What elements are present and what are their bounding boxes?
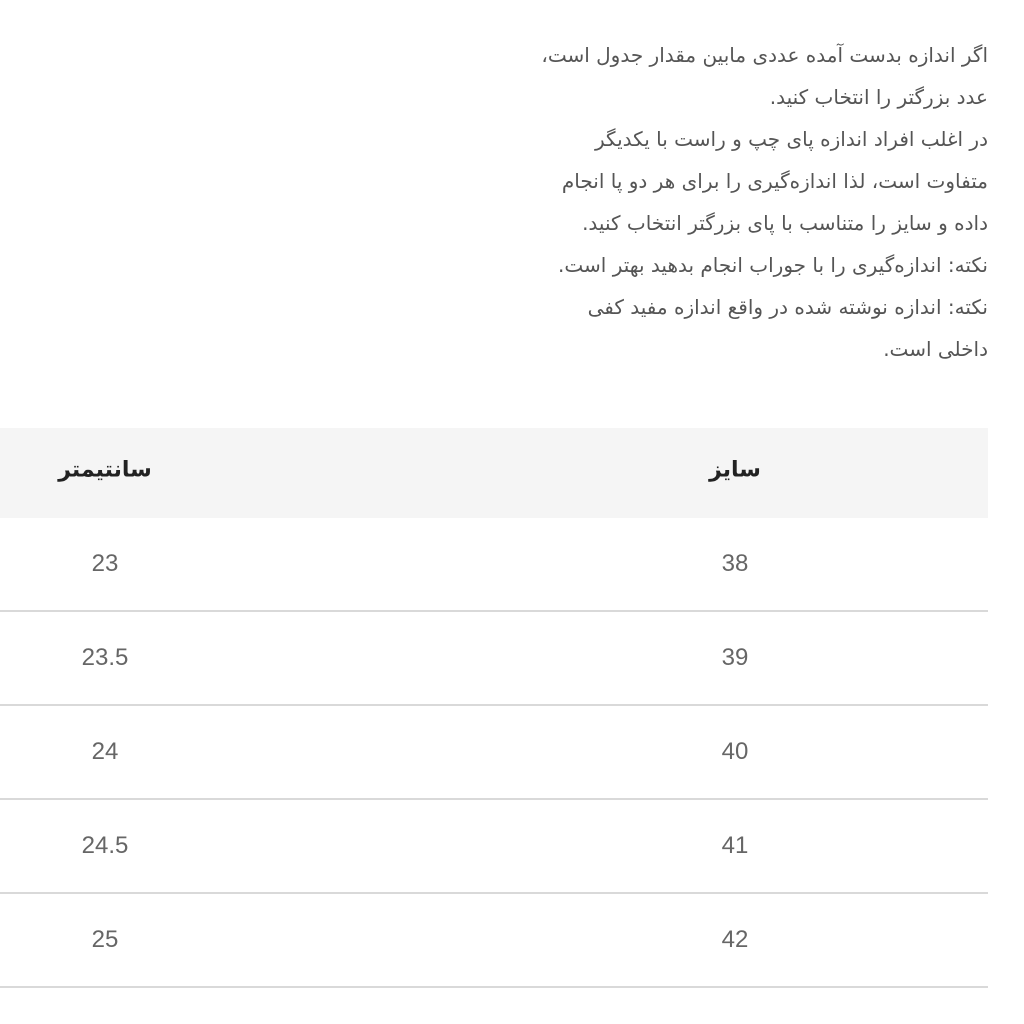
table-row xyxy=(0,800,988,894)
guide-line: نکته: اندازه نوشته شده در واقع اندازه مفید کفی xyxy=(587,295,988,319)
cell-centimeter xyxy=(0,518,210,610)
guide-line: عدد بزرگتر را انتخاب کنید. xyxy=(769,85,988,109)
centimeter-value: 25 xyxy=(91,926,119,953)
guide-line: متفاوت است، لذا اندازه‌گیری را برای هر دو پا انجام xyxy=(561,169,988,193)
table-header-row xyxy=(0,428,988,518)
guide-line: داده و سایز را متناسب با پای بزرگتر انتخاب کنید. xyxy=(582,211,988,235)
size-value: 42 xyxy=(721,926,749,953)
table-row xyxy=(0,706,988,800)
table-row xyxy=(0,612,988,706)
guide-line: داخلی است. xyxy=(883,337,988,361)
cell-size xyxy=(630,800,870,892)
cell-centimeter xyxy=(0,706,210,798)
cell-size xyxy=(630,518,870,610)
header-size-label: سایز xyxy=(709,457,761,483)
header-cell-centimeter xyxy=(0,428,210,518)
guide-line: در اغلب افراد اندازه پای چپ و راست با یکدیگر xyxy=(595,127,988,151)
cell-centimeter xyxy=(0,800,210,892)
size-value: 38 xyxy=(721,550,749,577)
size-value: 41 xyxy=(721,832,749,859)
centimeter-value: 23 xyxy=(91,550,119,577)
centimeter-value: 24 xyxy=(91,738,119,765)
centimeter-value: 23.5 xyxy=(81,644,129,671)
header-cell-size xyxy=(630,428,870,518)
size-value: 39 xyxy=(721,644,749,671)
cell-size xyxy=(630,894,870,986)
guide-line: اگر اندازه بدست آمده عددی مابین مقدار جدول است، xyxy=(541,43,988,67)
cell-centimeter xyxy=(0,612,210,704)
cell-centimeter xyxy=(0,894,210,986)
cell-size xyxy=(630,612,870,704)
size-guide-instructions xyxy=(428,34,988,370)
size-value: 40 xyxy=(721,738,749,765)
table-row xyxy=(0,894,988,988)
size-chart-table xyxy=(0,428,988,988)
header-centimeter-label: سانتیمتر xyxy=(58,457,152,483)
cell-size xyxy=(630,706,870,798)
table-row xyxy=(0,518,988,612)
centimeter-value: 24.5 xyxy=(81,832,129,859)
guide-line: نکته: اندازه‌گیری را با جوراب انجام بدهید بهتر است. xyxy=(558,253,988,277)
